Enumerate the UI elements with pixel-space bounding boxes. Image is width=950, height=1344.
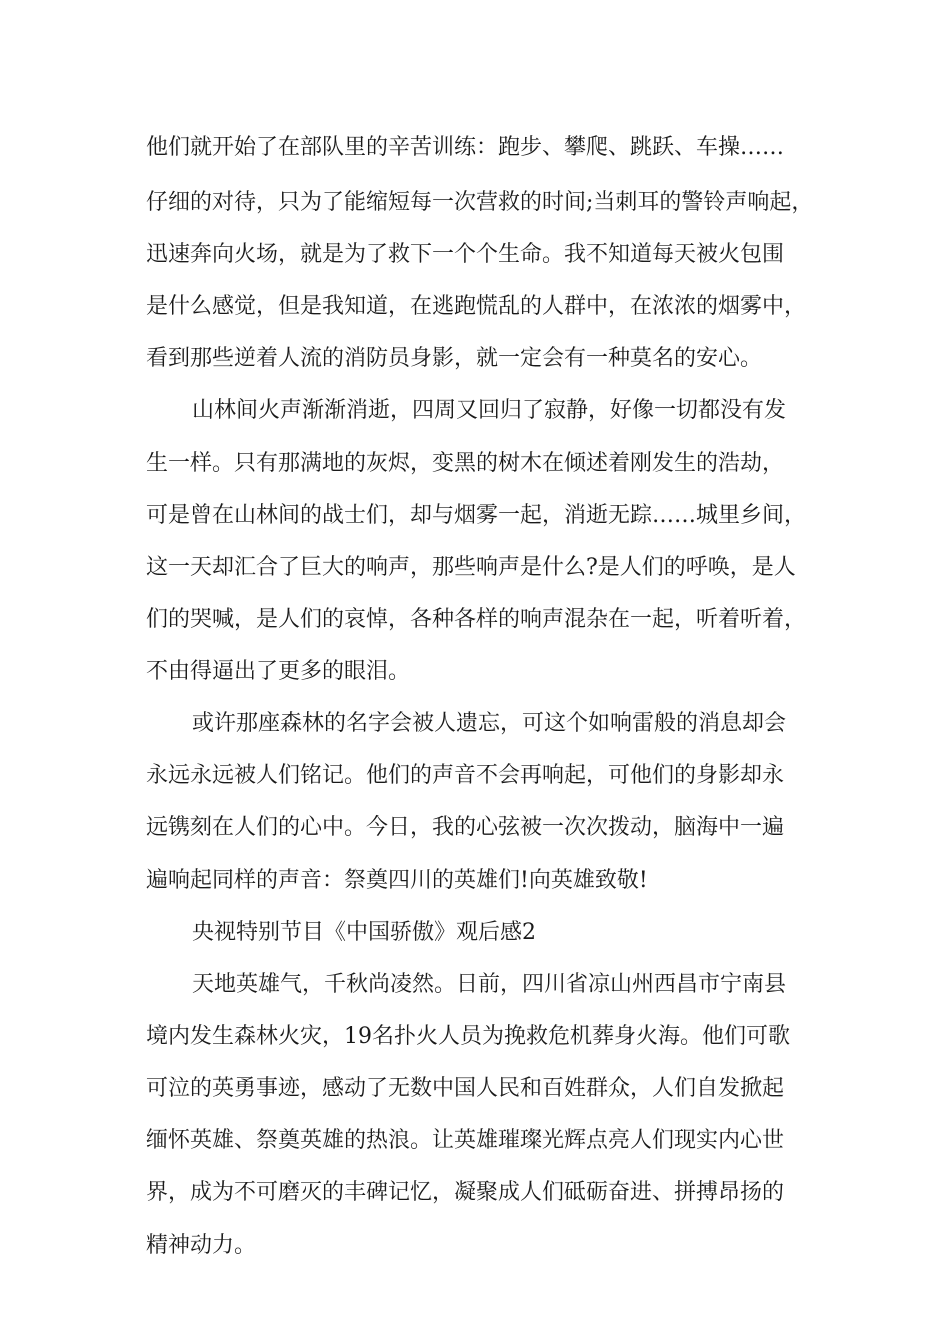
- paragraph-first-line: 山林间火声渐渐消逝，四周又回归了寂静，好像一切都没有发: [192, 398, 787, 423]
- text-line: 他们就开始了在部队里的辛苦训练：跑步、攀爬、跳跃、车操……: [146, 135, 785, 160]
- text-line: 看到那些逆着人流的消防员身影，就一定会有一种莫名的安心。: [146, 346, 763, 371]
- text-line: 界，成为不可磨灭的丰碑记忆，凝聚成人们砥砺奋进、拼搏昂扬的: [146, 1180, 785, 1205]
- text-line: 生一样。只有那满地的灰烬，变黑的树木在倾述着刚发生的浩劫，: [146, 451, 785, 476]
- section-heading: 央视特别节目《中国骄傲》观后感2: [192, 920, 536, 945]
- paragraph-first-line: 天地英雄气，千秋尚凌然。日前，四川省凉山州西昌市宁南县: [192, 972, 787, 997]
- text-line: 这一天却汇合了巨大的响声，那些响声是什么?是人们的呼唤，是人: [146, 555, 796, 580]
- text-line: 境内发生森林火灾，19名扑火人员为挽救危机葬身火海。他们可歌: [146, 1024, 790, 1049]
- text-line: 是什么感觉，但是我知道，在逃跑慌乱的人群中，在浓浓的烟雾中，: [146, 294, 807, 319]
- text-line: 遍响起同样的声音：祭奠四川的英雄们!向英雄致敬!: [146, 868, 648, 893]
- text-line: 们的哭喊，是人们的哀悼，各种各样的响声混杂在一起，听着听着，: [146, 607, 807, 632]
- text-line: 可泣的英勇事迹，感动了无数中国人民和百姓群众，人们自发掀起: [146, 1076, 785, 1101]
- text-line: 远镌刻在人们的心中。今日，我的心弦被一次次拨动，脑海中一遍: [146, 815, 785, 840]
- text-line: 可是曾在山林间的战士们，却与烟雾一起，消逝无踪……城里乡间，: [146, 503, 807, 528]
- text-line: 精神动力。: [146, 1233, 257, 1258]
- text-line: 缅怀英雄、祭奠英雄的热浪。让英雄璀璨光辉点亮人们现实内心世: [146, 1128, 785, 1153]
- text-line: 迅速奔向火场，就是为了救下一个个生命。我不知道每天被火包围: [146, 242, 785, 267]
- text-line: 不由得逼出了更多的眼泪。: [146, 659, 411, 684]
- text-line: 永远永远被人们铭记。他们的声音不会再响起，可他们的身影却永: [146, 763, 785, 788]
- text-line: 仔细的对待，只为了能缩短每一次营救的时间;当刺耳的警铃声响起，: [146, 190, 814, 215]
- paragraph-first-line: 或许那座森林的名字会被人遗忘，可这个如响雷般的消息却会: [192, 711, 787, 736]
